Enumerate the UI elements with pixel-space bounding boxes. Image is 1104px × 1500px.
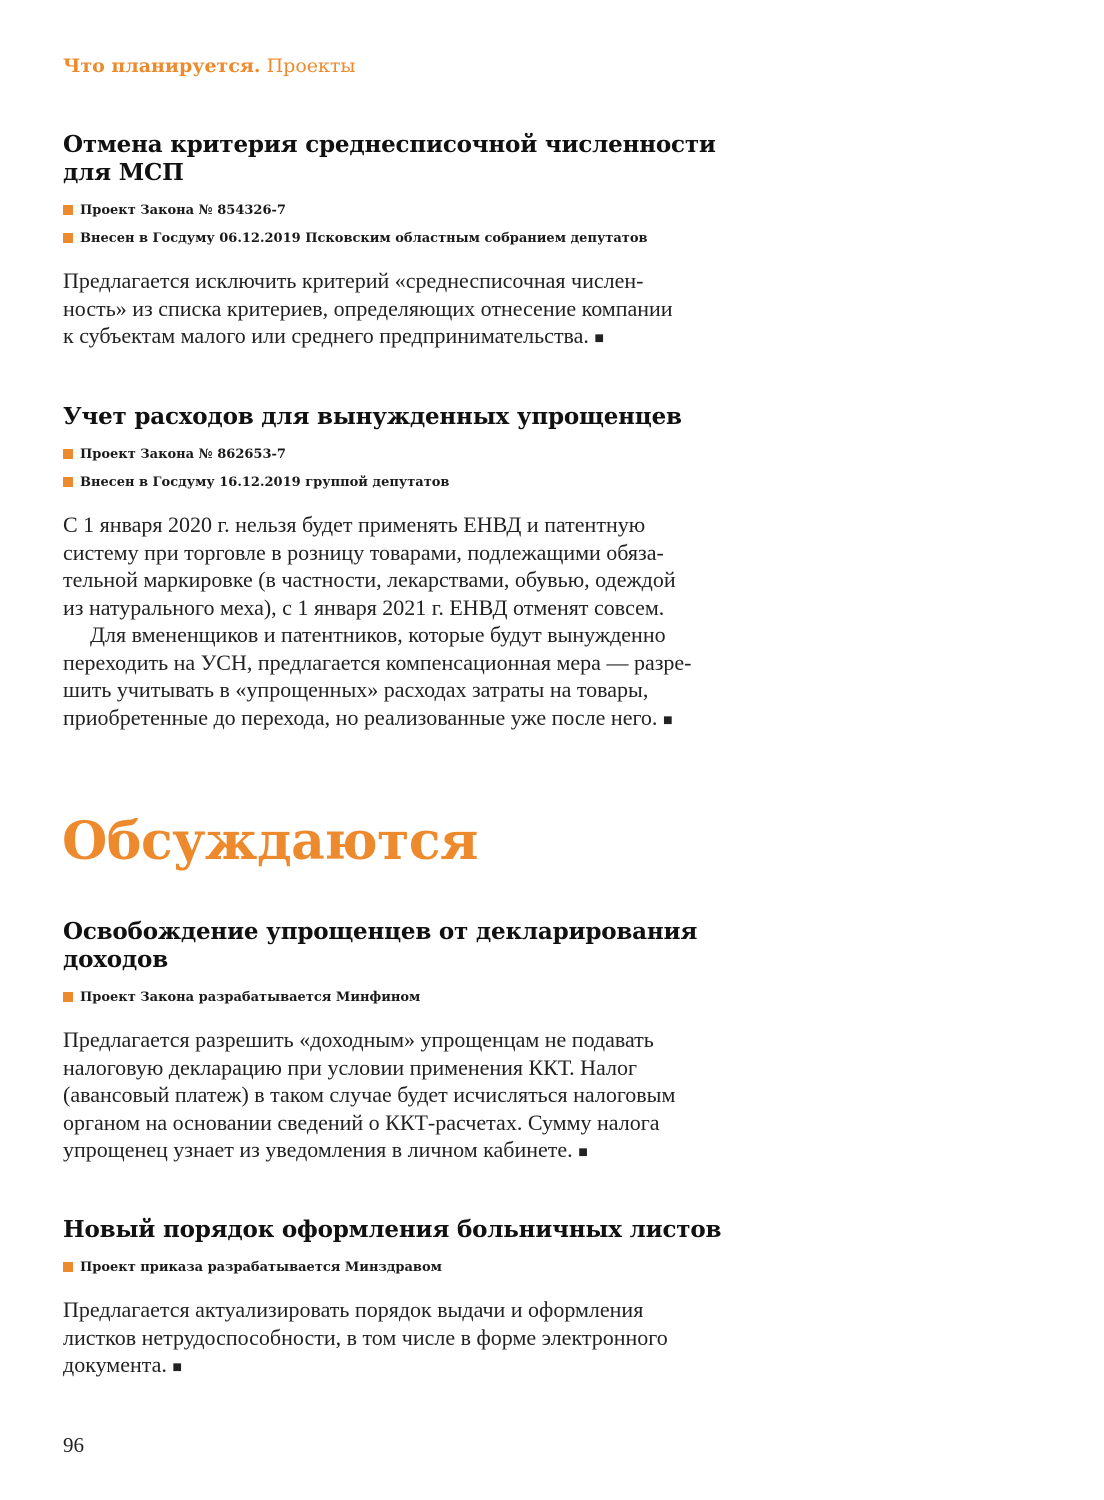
article-body: Предлагается актуализировать порядок выдачи и оформления листков нетрудоспособности, в том числе в форме электронного документа. ■ xyxy=(63,1297,668,1377)
bullet-square-icon xyxy=(63,1262,73,1272)
bullet-square-icon xyxy=(63,992,73,1002)
article-forced-usn-expenses xyxy=(63,403,783,734)
article-declaration-exemption xyxy=(63,918,783,1167)
article-title: Освобождение упрощенцев от декларирования доходов xyxy=(63,918,698,973)
bill-number: Проект Закона № 854326-7 xyxy=(63,197,783,225)
end-mark-icon: ■ xyxy=(594,330,605,347)
running-header xyxy=(63,54,356,78)
bill-submission: Внесен в Госдуму 06.12.2019 Псковским областным собранием депутатов xyxy=(63,225,783,253)
header-section: Что планируется. xyxy=(63,55,261,77)
section-title: Обсуждаются xyxy=(62,811,478,872)
bill-number: Проект Закона № 862653-7 xyxy=(63,441,783,469)
bill-submission: Внесен в Госдуму 16.12.2019 группой депутатов xyxy=(63,469,783,497)
end-mark-icon: ■ xyxy=(578,1144,588,1161)
article-sick-leave xyxy=(63,1216,783,1382)
end-mark-icon: ■ xyxy=(172,1359,183,1376)
bullet-square-icon xyxy=(63,205,73,215)
article-body: С 1 января 2020 г. нельзя будет применять ЕНВД и патентную систему при торговле в розницу товарами, подлежащими обяза- тельной маркировке (в частности, лекарствами, обувью, одеждой из натурального меха), с 1 января 2021 г. ЕНВД отменят совсем. Для вмененщиков и патентников, которые будут вынужденно переходить на УСН, предлагается компенсационная мера — разре- шить учитывать в «упрощенных» расходах затраты на товары, приобретенные до перехода, но реализованные уже после него. ■ xyxy=(63,512,692,730)
bill-status: Проект приказа разрабатывается Минздравом xyxy=(63,1254,783,1282)
end-mark-icon: ■ xyxy=(662,711,673,729)
bullet-square-icon xyxy=(63,477,73,487)
article-body: Предлагается исключить критерий «среднесписочная числен- ность» из списка критериев, определяющих отнесение компании к субъектам малого или среднего предпринимательства. ■ xyxy=(63,268,673,348)
bullet-square-icon xyxy=(63,449,73,459)
article-body: Предлагается разрешить «доходным» упрощенцам не подавать налоговую декларацию при условии применения ККТ. Налог (авансовый платеж) в таком случае будет исчисляться налоговым органом на основании сведений о ККТ-расчетах. Сумму налога упрощенец узнает из уведомления в личном кабинете. ■ xyxy=(63,1027,676,1162)
page-number: 96 xyxy=(63,1433,84,1457)
article-title: Новый порядок оформления больничных листов xyxy=(63,1216,722,1243)
article-title: Учет расходов для вынужденных упрощенцев xyxy=(63,403,682,430)
bill-status: Проект Закона разрабатывается Минфином xyxy=(63,984,783,1012)
header-subsection: Проекты xyxy=(266,55,356,77)
article-msp-criteria xyxy=(63,131,783,353)
article-title: Отмена критерия среднесписочной численности для МСП xyxy=(63,131,716,186)
bullet-square-icon xyxy=(63,233,73,243)
